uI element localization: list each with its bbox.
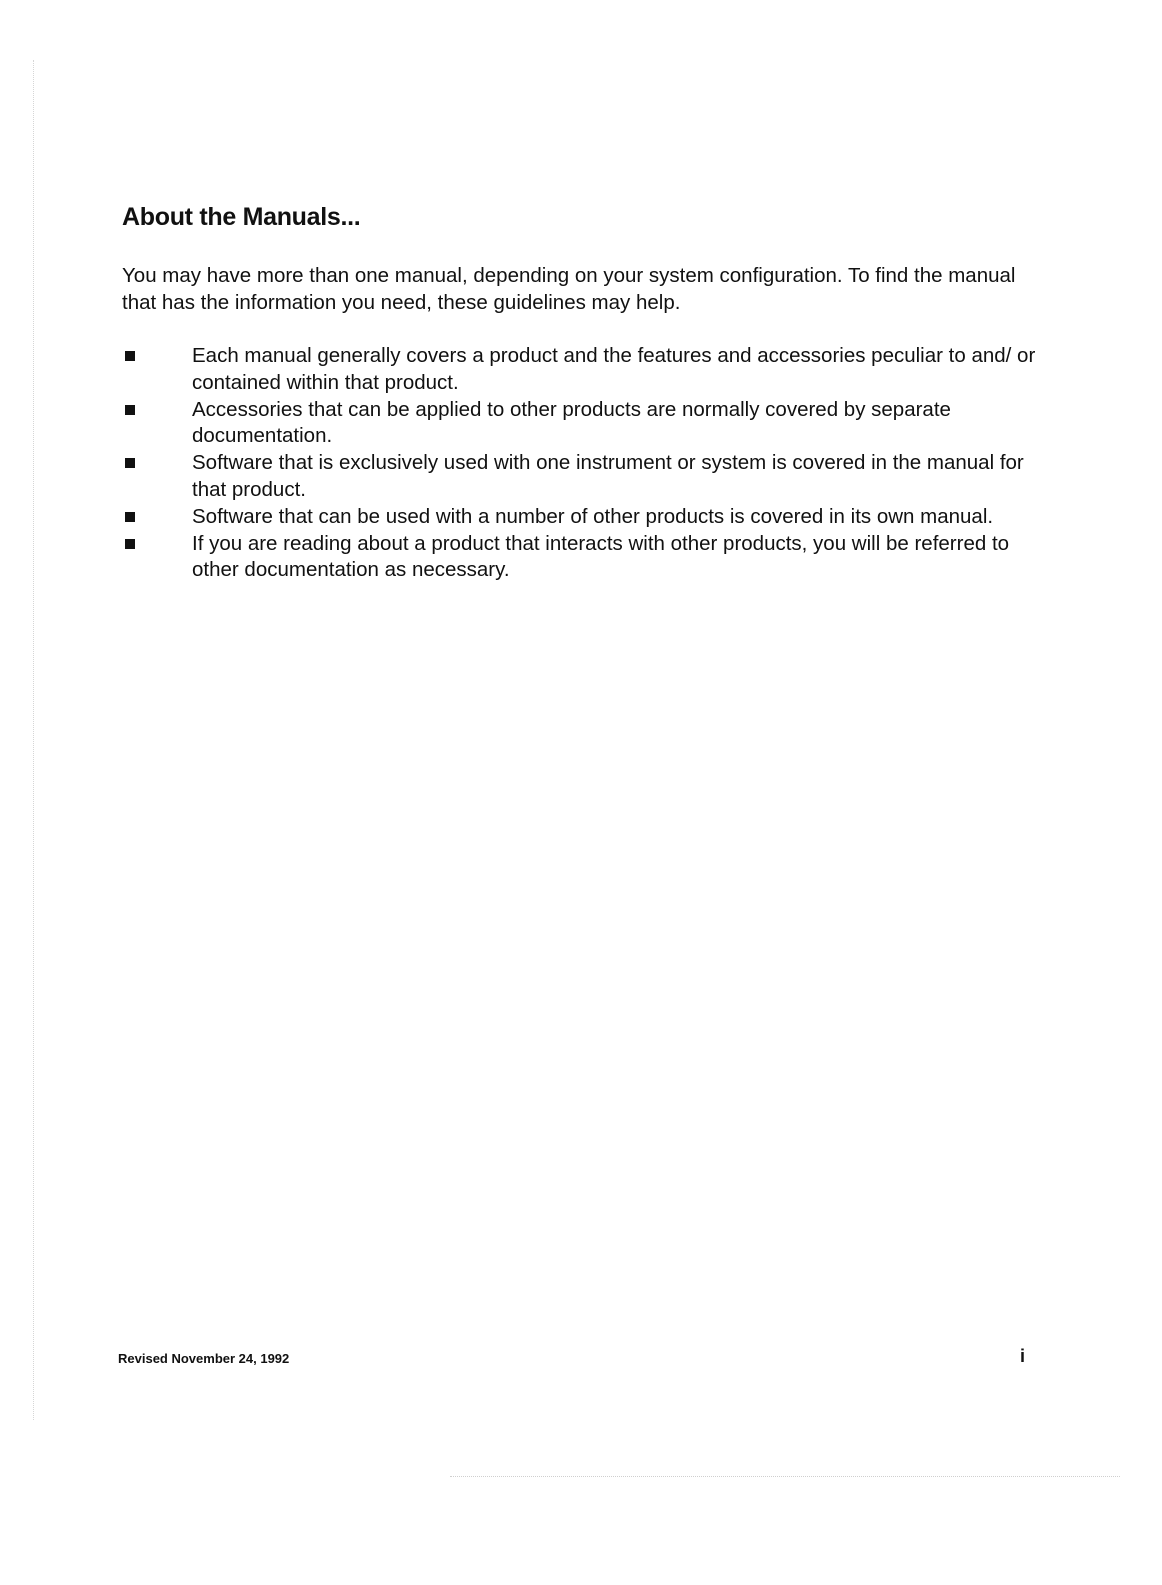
square-bullet-icon <box>125 405 135 415</box>
list-item-text: Software that is exclusively used with one instrument or system is covered in the manual for that product. <box>192 451 1024 501</box>
guideline-list <box>122 343 1042 584</box>
scan-margin-artifact <box>33 60 35 1420</box>
list-item-text: Software that can be used with a number of other products is covered in its own manual. <box>192 504 994 528</box>
revision-date: Revised November 24, 1992 <box>118 1351 290 1366</box>
page-title: About the Manuals... <box>122 203 361 231</box>
square-bullet-icon <box>125 539 135 549</box>
square-bullet-icon <box>125 512 135 522</box>
list-item-text: Accessories that can be applied to other products are normally covered by separate documentation. <box>192 397 951 448</box>
list-item <box>122 531 1042 585</box>
list-item-text: Each manual generally covers a product and the features and accessories peculiar to and/ or contained within that product. <box>192 344 1036 394</box>
list-item <box>122 450 1042 504</box>
intro-paragraph: You may have more than one manual, depending on your system configuration. To find the manual that has the information you need, these guidelines may help. <box>122 264 1016 314</box>
page-number: i <box>1020 1346 1026 1366</box>
list-item <box>122 504 1042 531</box>
list-item <box>122 397 1042 451</box>
square-bullet-icon <box>125 458 135 468</box>
scan-bottom-artifact <box>450 1476 1120 1478</box>
list-item <box>122 343 1042 397</box>
square-bullet-icon <box>125 351 135 361</box>
list-item-text: If you are reading about a product that interacts with other products, you will be referred to other documentation as necessary. <box>192 531 1010 582</box>
